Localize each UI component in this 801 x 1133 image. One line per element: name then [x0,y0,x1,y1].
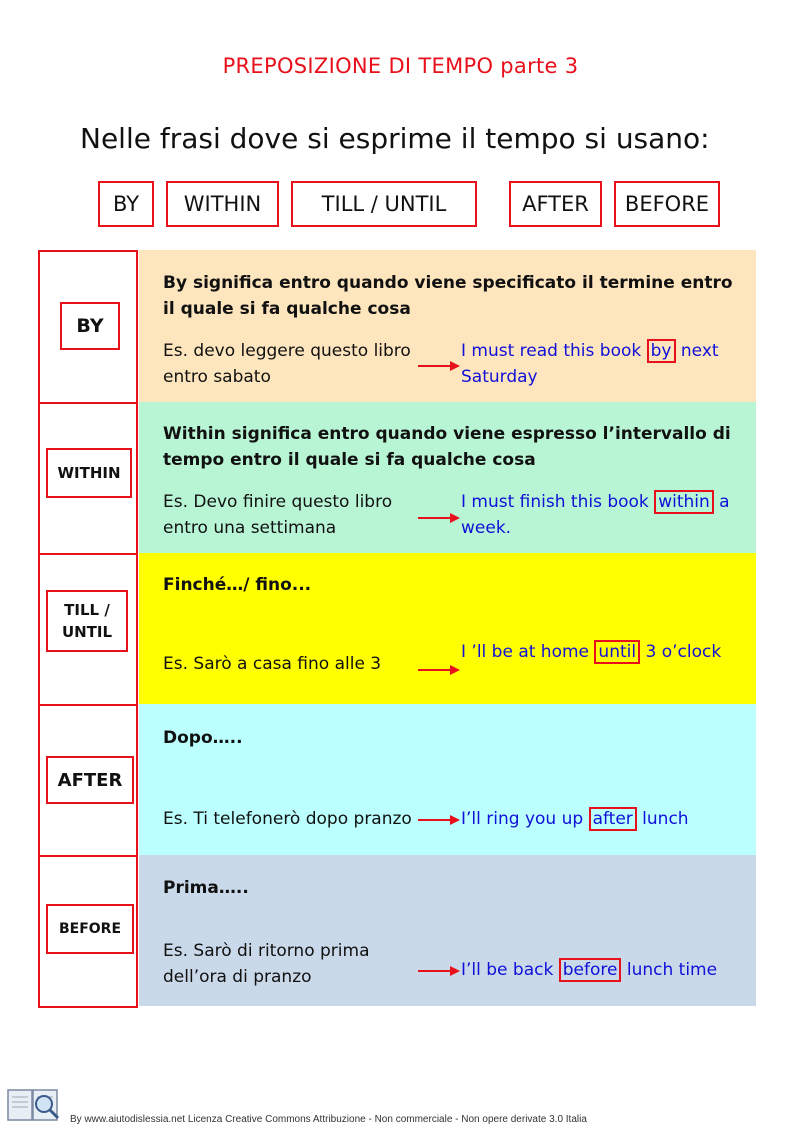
arrow-icon [418,665,460,675]
definition-by: By significa entro quando viene specificato il termine entro il quale si fa qualche cosa [163,273,733,319]
arrow-icon [418,513,460,523]
top-label-till-until: TILL / UNTIL [291,181,477,227]
example-it-within: Es. Devo finire questo libro entro una settimana [163,492,393,538]
example-en-text: I ’ll be at home [461,642,595,662]
example-en-text: I’ll be back [461,960,559,980]
arrow-icon [418,966,460,976]
example-en-text: 3 o’clock [640,642,722,662]
book-magnifier-logo-icon [6,1082,62,1126]
example-it-before: Es. Sarò di ritorno prima dell’ora di pranzo [163,941,370,987]
arrow-icon [418,815,460,825]
highlighted-preposition: by [647,339,676,363]
example-en-before [461,957,751,983]
highlighted-preposition: before [559,958,622,982]
example-en-text: I must read this book [461,341,647,361]
top-label-within: WITHIN [166,181,279,227]
example-en-till-until [461,639,751,665]
example-en-after [461,806,751,832]
example-en-text: I’ll ring you up [461,809,589,829]
row-label-by: BY [60,302,120,350]
definition-within: Within significa entro quando viene espresso l’intervallo di tempo entro il quale si fa qualche cosa [163,424,731,470]
top-label-after: AFTER [509,181,602,227]
example-it-till-until: Es. Sarò a casa fino alle 3 [163,654,382,674]
highlighted-preposition: until [594,640,640,664]
arrow-icon [418,361,460,371]
example-en-text: I must finish this book [461,492,655,512]
row-label-after: AFTER [46,756,134,804]
highlighted-preposition: after [589,807,637,831]
row-label-within: WITHIN [46,448,132,498]
row-label-before: BEFORE [46,904,134,954]
definition-before: Prima….. [163,878,249,898]
page-subtitle: Nelle frasi dove si esprime il tempo si usano: [80,122,710,155]
example-en-by [461,338,751,390]
example-it-by: Es. devo leggere questo libro entro sabato [163,341,411,387]
highlighted-preposition: within [654,490,714,514]
page-title: PREPOSIZIONE DI TEMPO parte 3 [222,54,579,78]
definition-till-until: Finché…/ fino... [163,575,312,595]
example-en-text: lunch [636,809,689,829]
example-en-within [461,489,751,541]
footer-license: By www.aiutodislessia.net Licenza Creative Commons Attribuzione - Non commerciale - Non opere derivate 3.0 Italia [70,1114,587,1125]
top-label-by: BY [98,181,154,227]
top-label-before: BEFORE [614,181,720,227]
definition-after: Dopo….. [163,728,243,748]
example-en-text: next Saturday [461,341,719,387]
example-it-after: Es. Ti telefonerò dopo pranzo [163,809,412,829]
row-label-till-until: TILL / UNTIL [46,590,128,652]
example-en-text: a week. [461,492,730,538]
example-en-text: lunch time [621,960,718,980]
